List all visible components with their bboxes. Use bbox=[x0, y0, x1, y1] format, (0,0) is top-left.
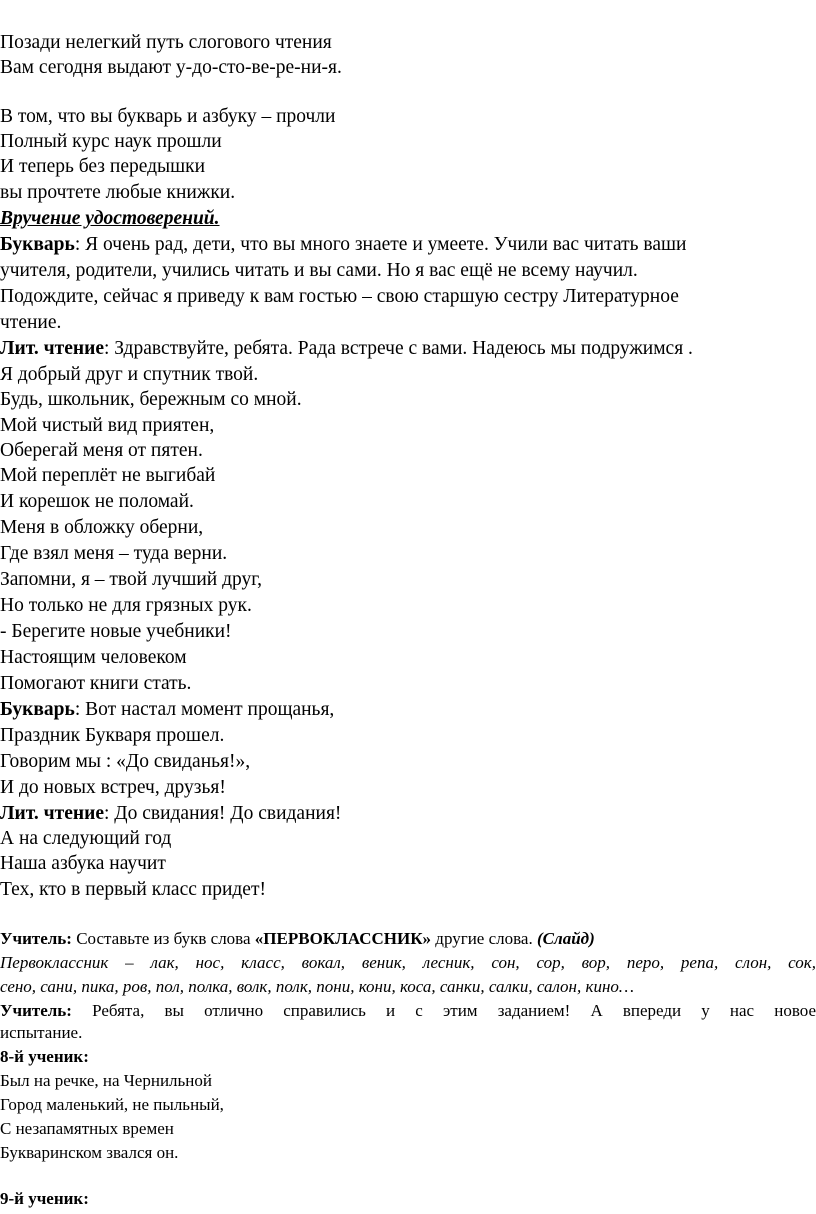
poem-line: С незапамятных времен bbox=[0, 1119, 174, 1138]
poem-line: Полный курс наук прошли bbox=[0, 131, 222, 152]
speech-text: : Вот настал момент прощанья, bbox=[74, 699, 335, 720]
poem-line: Я добрый друг и спутник твой. bbox=[0, 364, 259, 385]
keyword: «ПЕРВОКЛАССНИК» bbox=[254, 929, 432, 948]
speech-line: чтение. bbox=[0, 312, 62, 333]
speaker-label: 9-й ученик: bbox=[0, 1189, 89, 1208]
speech-line bbox=[0, 336, 693, 361]
poem-line: Говорим мы : «До свиданья!», bbox=[0, 751, 251, 772]
poem-line: И теперь без передышки bbox=[0, 156, 206, 177]
poem-line: Мой чистый вид приятен, bbox=[0, 415, 215, 436]
speech-text: : Я очень рад, дети, что вы много знаете и умеете. Учили вас читать ваши bbox=[74, 234, 687, 255]
poem-line: Настоящим человеком bbox=[0, 647, 187, 668]
speech-line bbox=[0, 232, 686, 257]
poem-line: Меня в обложку оберни, bbox=[0, 517, 204, 538]
poem-line: Праздник Букваря прошел. bbox=[0, 725, 225, 746]
poem-line: Наша азбука научит bbox=[0, 853, 166, 874]
poem-line: Тех, кто в первый класс придет! bbox=[0, 879, 266, 900]
poem-line: И до новых встреч, друзья! bbox=[0, 777, 226, 798]
poem-line: Помогают книги стать. bbox=[0, 673, 192, 694]
poem-line: В том, что вы букварь и азбуку – прочли bbox=[0, 106, 336, 127]
poem-line: Позади нелегкий путь слогового чтения bbox=[0, 32, 332, 53]
poem-line: - Берегите новые учебники! bbox=[0, 621, 232, 642]
poem-line: Где взял меня – туда верни. bbox=[0, 543, 228, 564]
poem-line: Запомни, я – твой лучший друг, bbox=[0, 569, 262, 590]
speech-text: Ребята, вы отлично справились и с этим заданием! А впереди у нас новое bbox=[71, 1001, 816, 1020]
speech-line bbox=[0, 801, 341, 826]
poem-line: Будь, школьник, бережным со мной. bbox=[0, 389, 302, 410]
poem-line: вы прочтете любые книжки. bbox=[0, 182, 236, 203]
section-heading: Вручение удостоверений. bbox=[0, 208, 220, 229]
speech-line bbox=[0, 928, 595, 950]
speech-line: испытание. bbox=[0, 1023, 83, 1042]
poem-line: Город маленький, не пыльный, bbox=[0, 1095, 224, 1114]
speech-line: учителя, родители, учились читать и вы сами. Но я вас ещё не всему научил. bbox=[0, 260, 638, 281]
word-list-line: сено, сани, пика, ров, пол, полка, волк, полк, пони, кони, коса, санки, салки, салон, кино… bbox=[0, 977, 634, 996]
speech-line bbox=[0, 697, 334, 722]
slide-note: (Слайд) bbox=[536, 929, 595, 948]
poem-line: Оберегай меня от пятен. bbox=[0, 440, 203, 461]
speaker-label: Лит. чтение bbox=[0, 338, 104, 359]
speech-text: Составьте из букв слова bbox=[71, 929, 255, 948]
speaker-label: Букварь bbox=[0, 234, 75, 255]
poem-line: Мой переплёт не выгибай bbox=[0, 465, 216, 486]
speech-text: : До свидания! До свидания! bbox=[103, 803, 342, 824]
speaker-label: Букварь bbox=[0, 699, 75, 720]
word-list-line: Первоклассник – лак, нос, класс, вокал, веник, лесник, сон, сор, вор, перо, репа, слон, сок, bbox=[0, 953, 816, 972]
poem-line: И корешок не поломай. bbox=[0, 491, 194, 512]
poem-line: Был на речке, на Чернильной bbox=[0, 1071, 212, 1090]
speech-text: : Здравствуйте, ребята. Рада встрече с вами. Надеюсь мы подружимся . bbox=[103, 338, 693, 359]
speech-text: другие слова. bbox=[431, 929, 537, 948]
poem-line: Но только не для грязных рук. bbox=[0, 595, 252, 616]
speaker-label: Лит. чтение bbox=[0, 803, 104, 824]
speech-line: Подождите, сейчас я приведу к вам гостью – свою старшую сестру Литературное bbox=[0, 286, 679, 307]
poem-line: А на следующий год bbox=[0, 828, 172, 849]
speech-line bbox=[0, 1000, 816, 1022]
speaker-label: 8-й ученик: bbox=[0, 1047, 89, 1066]
poem-line: Букваринском звался он. bbox=[0, 1143, 179, 1162]
speaker-label: Учитель: bbox=[0, 1001, 72, 1020]
speaker-label: Учитель: bbox=[0, 929, 72, 948]
poem-line: Вам сегодня выдают у-до-сто-ве-ре-ни-я. bbox=[0, 57, 342, 78]
